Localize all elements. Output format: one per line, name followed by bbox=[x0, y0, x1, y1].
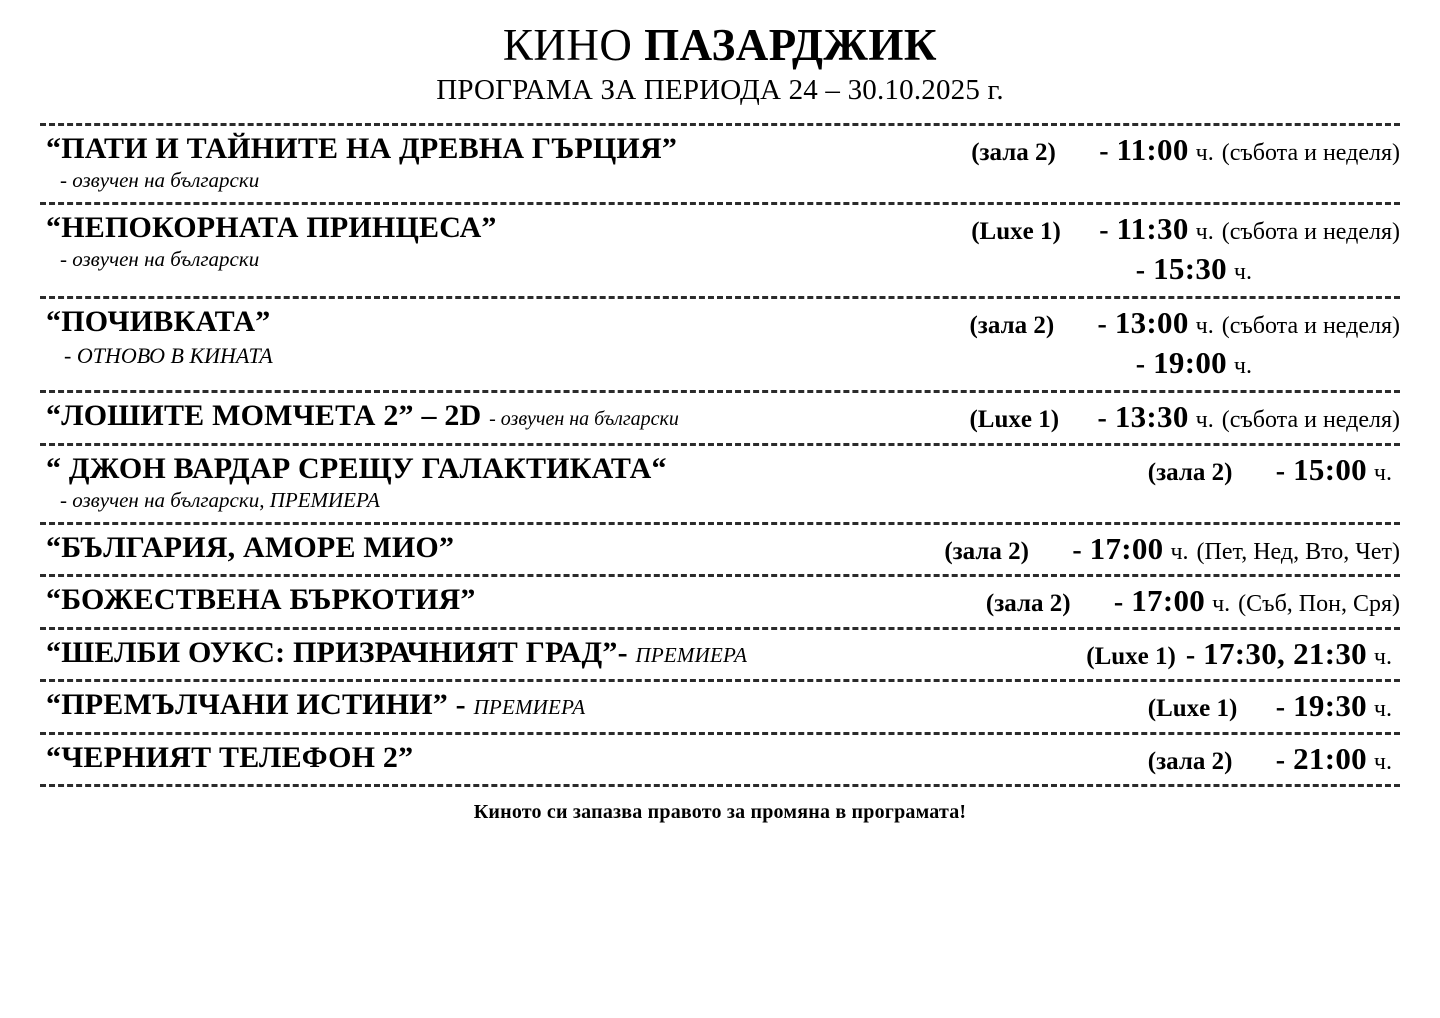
film-info bbox=[40, 132, 677, 193]
film-row bbox=[40, 126, 1400, 202]
dash-separator: - bbox=[1275, 455, 1286, 487]
film-title: “НЕПОКОРНАТА ПРИНЦЕСА” bbox=[46, 211, 497, 245]
hour-unit-label: ч. bbox=[1373, 459, 1392, 486]
showdays-label: (събота и неделя) bbox=[1221, 219, 1400, 246]
hall-label: (зала 2) bbox=[944, 538, 1030, 565]
dash-separator: - bbox=[1135, 348, 1146, 380]
page-title-main: ПАЗАРДЖИК bbox=[644, 20, 938, 70]
film-info bbox=[40, 636, 747, 670]
hour-unit-label: ч. bbox=[1373, 748, 1392, 775]
showtime-primary bbox=[1148, 741, 1400, 777]
film-title-note: - озвучен на български bbox=[489, 408, 679, 431]
film-info bbox=[40, 583, 476, 617]
dash-separator: - bbox=[1099, 215, 1109, 247]
film-row bbox=[40, 299, 1400, 390]
showtime-value: 17:00 bbox=[1089, 531, 1164, 566]
film-info bbox=[40, 531, 454, 565]
film-title-note: ПРЕМИЕРА bbox=[473, 695, 586, 720]
film-row bbox=[40, 577, 1400, 626]
showtime-primary bbox=[986, 583, 1400, 619]
film-showtimes bbox=[969, 305, 1400, 381]
dash-separator: - bbox=[1275, 692, 1286, 724]
film-title bbox=[46, 688, 585, 722]
showtime-value: 17:30, 21:30 bbox=[1203, 635, 1367, 671]
hour-unit-label: ч. bbox=[1233, 258, 1252, 285]
dash-separator: - bbox=[1113, 587, 1124, 619]
page-title bbox=[40, 22, 1400, 70]
film-info bbox=[40, 452, 667, 513]
film-showtimes bbox=[1148, 688, 1400, 724]
film-showtimes bbox=[1080, 636, 1400, 672]
film-title-text: “ПРЕМЪЛЧАНИ ИСТИНИ” - bbox=[46, 688, 466, 722]
showdays-label: (Пет, Нед, Вто, Чет) bbox=[1196, 539, 1400, 565]
showtime-primary bbox=[944, 531, 1400, 567]
hall-label: (зала 2) bbox=[1147, 747, 1233, 775]
showtime-value: 11:30 bbox=[1116, 211, 1189, 247]
dash-separator: - bbox=[1072, 535, 1082, 566]
film-subnote: - озвучен на български, ПРЕМИЕРА bbox=[60, 487, 380, 512]
film-showtimes bbox=[971, 211, 1400, 287]
film-title-text: “ШЕЛБИ ОУКС: ПРИЗРАЧНИЯТ ГРАД”- bbox=[46, 635, 628, 669]
showdays-label: (Съб, Пон, Сря) bbox=[1238, 591, 1400, 618]
film-title: “ЧЕРНИЯТ ТЕЛЕФОН 2” bbox=[46, 740, 414, 774]
showtime-value: 19:30 bbox=[1293, 688, 1367, 724]
film-title bbox=[46, 399, 679, 433]
showtime-secondary bbox=[969, 345, 1400, 381]
showtime-primary bbox=[1148, 688, 1400, 724]
dash-separator: - bbox=[1097, 403, 1107, 435]
hour-unit-label: ч. bbox=[1373, 696, 1392, 723]
film-showtimes bbox=[986, 583, 1400, 619]
showtime-value-2: 15:30 bbox=[1153, 250, 1227, 286]
separator-line bbox=[40, 784, 1400, 787]
film-title: “ ДЖОН ВАРДАР СРЕЩУ ГАЛАКТИКАТА“ bbox=[46, 451, 667, 485]
film-row bbox=[40, 393, 1400, 442]
dash-separator: - bbox=[1185, 639, 1196, 671]
showtime-primary bbox=[1148, 452, 1400, 488]
hour-unit-label: ч. bbox=[1195, 407, 1214, 434]
film-row bbox=[40, 682, 1400, 731]
hall-label: (зала 2) bbox=[1147, 458, 1233, 486]
hour-unit-label: ч. bbox=[1170, 539, 1189, 565]
dash-separator: - bbox=[1099, 135, 1109, 167]
film-info bbox=[40, 305, 273, 370]
film-title-note: ПРЕМИЕРА bbox=[635, 642, 748, 667]
showtime-primary bbox=[1086, 636, 1400, 672]
showtime-secondary bbox=[971, 251, 1400, 287]
dash-separator: - bbox=[1135, 254, 1146, 286]
film-row bbox=[40, 735, 1400, 784]
film-title: “ПАТИ И ТАЙНИТЕ НА ДРЕВНА ГЪРЦИЯ” bbox=[46, 131, 678, 165]
film-title: “ПОЧИВКАТА” bbox=[46, 305, 271, 339]
showtime-value: 21:00 bbox=[1293, 740, 1367, 776]
showtime-primary bbox=[969, 305, 1400, 341]
hall-label: (Luxe 1) bbox=[1086, 642, 1176, 670]
film-row bbox=[40, 630, 1400, 679]
film-subnote: - озвучен на български bbox=[60, 247, 260, 272]
film-row bbox=[40, 446, 1400, 522]
hall-label: (Luxe 1) bbox=[1147, 695, 1238, 723]
film-showtimes bbox=[1148, 452, 1400, 488]
film-title bbox=[46, 636, 747, 670]
showtime-value: 17:00 bbox=[1131, 583, 1206, 619]
showtime-value: 15:00 bbox=[1293, 451, 1367, 487]
page-title-prefix: КИНО bbox=[502, 20, 645, 70]
program-period-subtitle: ПРОГРАМА ЗА ПЕРИОДА 24 – 30.10.2025 г. bbox=[436, 73, 1004, 106]
dash-separator: - bbox=[1097, 309, 1107, 341]
hall-label: (зала 2) bbox=[985, 590, 1071, 618]
showtime-primary bbox=[971, 132, 1400, 168]
showtime-value: 13:00 bbox=[1114, 305, 1189, 341]
dash-separator: - bbox=[1275, 744, 1286, 776]
hall-label: (зала 2) bbox=[971, 138, 1056, 166]
hour-unit-label: ч. bbox=[1373, 643, 1392, 670]
showtime-value-2: 19:00 bbox=[1153, 344, 1227, 380]
film-title: “БЪЛГАРИЯ, АМОРЕ МИО” bbox=[46, 531, 455, 564]
showtime-value: 13:30 bbox=[1114, 399, 1189, 435]
showdays-label: (събота и неделя) bbox=[1221, 407, 1400, 434]
hour-unit-label: ч. bbox=[1195, 139, 1214, 166]
film-info bbox=[40, 211, 497, 272]
film-showtimes bbox=[969, 399, 1400, 435]
hour-unit-label: ч. bbox=[1195, 219, 1214, 246]
showdays-label: (събота и неделя) bbox=[1221, 313, 1400, 340]
film-info bbox=[40, 399, 679, 433]
hall-label: (Luxe 1) bbox=[969, 406, 1060, 434]
film-info bbox=[40, 741, 413, 775]
film-row bbox=[40, 525, 1400, 574]
film-showtimes bbox=[1148, 741, 1400, 777]
film-row bbox=[40, 205, 1400, 296]
hall-label: (зала 2) bbox=[969, 312, 1055, 340]
hour-unit-label: ч. bbox=[1212, 591, 1231, 618]
film-title: “БОЖЕСТВЕНА БЪРКОТИЯ” bbox=[46, 583, 476, 617]
film-showtimes bbox=[971, 132, 1400, 168]
film-subnote: - озвучен на български bbox=[60, 168, 260, 193]
program-header bbox=[40, 0, 1400, 107]
showtime-primary bbox=[969, 399, 1400, 435]
film-showtimes bbox=[944, 531, 1400, 567]
showtime-primary bbox=[971, 211, 1400, 247]
showtime-value: 11:00 bbox=[1116, 131, 1189, 167]
disclaimer-note: Киното си запазва правото за промяна в програмата! bbox=[473, 801, 967, 824]
hour-unit-label: ч. bbox=[1233, 352, 1252, 379]
film-title-text: “ЛОШИТЕ МОМЧЕТА 2” – 2D bbox=[46, 399, 482, 433]
film-info bbox=[40, 688, 585, 722]
hour-unit-label: ч. bbox=[1195, 313, 1214, 340]
film-subnote: - ОТНОВО В КИНАТА bbox=[64, 343, 273, 369]
showdays-label: (събота и неделя) bbox=[1221, 139, 1400, 166]
hall-label: (Luxe 1) bbox=[971, 218, 1061, 246]
